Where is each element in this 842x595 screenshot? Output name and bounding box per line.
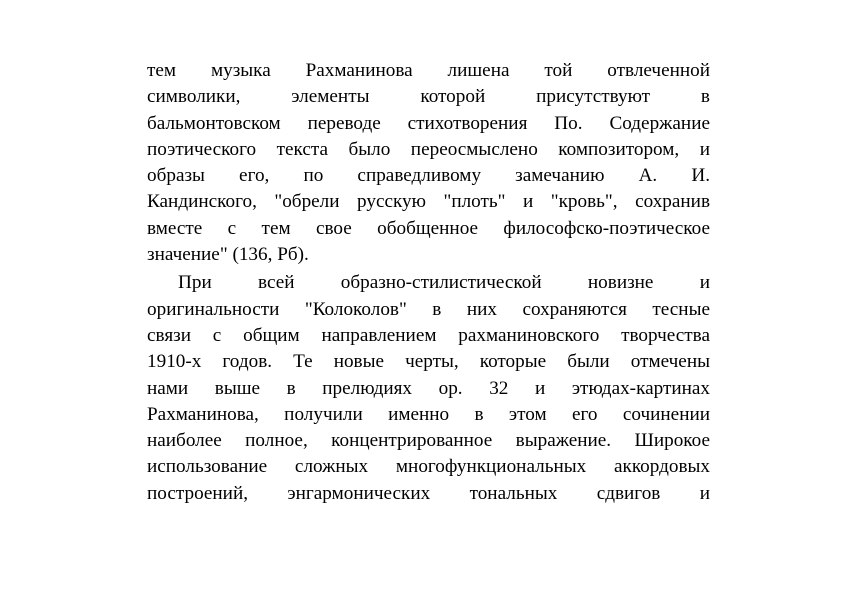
text-line: При всей образно-стилистической новизне и (178, 272, 710, 294)
text-line: поэтического текста было переосмыслено композитором, и (147, 138, 710, 160)
paragraph-2 (147, 270, 710, 507)
text-line: связи с общим направлением рахманиновского творчества (147, 324, 710, 346)
text-line: наиболее полное, концентрированное выражение. Широкое (147, 430, 710, 452)
text-line: Рахманинова, получили именно в этом его сочинении (147, 403, 710, 425)
text-line: бальмонтовском переводе стихотворения По. Содержание (147, 112, 710, 134)
text-line: значение" (136, Рб). (147, 244, 309, 266)
text-line: использование сложных многофункциональных аккордовых (147, 456, 710, 478)
text-line: нами выше в прелюдиях ор. 32 и этюдах-картинах (147, 377, 710, 399)
text-line: 1910-х годов. Те новые черты, которые были отмечены (147, 351, 710, 373)
text-line: символики, элементы которой присутствуют в (147, 86, 710, 108)
text-line: вместе с тем свое обобщенное философско-поэтическое (147, 217, 710, 239)
text-line: образы его, по справедливому замечанию А. И. (147, 165, 710, 187)
text-line: оригинальности "Колоколов" в них сохраняются тесные (147, 298, 710, 320)
text-line: построений, энгармонических тональных сдвигов и (147, 482, 710, 504)
text-line: Кандинского, "обрели русскую "плоть" и "кровь", сохранив (147, 191, 710, 213)
paragraph-1 (147, 58, 710, 268)
body-text (147, 58, 710, 507)
text-line: тем музыка Рахманинова лишена той отвлеченной (147, 60, 710, 81)
